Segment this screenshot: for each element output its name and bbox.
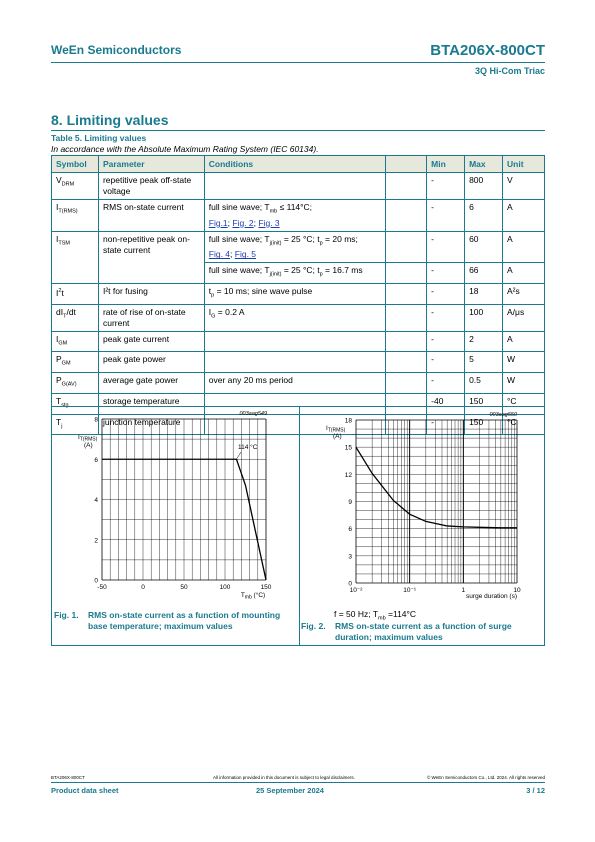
table-row bbox=[52, 352, 545, 373]
fig1-annotation-leader bbox=[236, 452, 241, 459]
fig2-y-tick-label: 12 bbox=[344, 471, 352, 479]
unit-cell: °C bbox=[503, 393, 545, 414]
fig1-x-tick-label: 100 bbox=[219, 584, 231, 591]
fig1-y-tick-label: 2 bbox=[94, 537, 98, 545]
limiting-values-table bbox=[51, 155, 545, 435]
fig1-x-tick-label: 50 bbox=[180, 584, 188, 591]
symbol-cell: $P_{G(AV)}$ bbox=[52, 373, 99, 394]
parameter-cell: rate of rise of on-state current bbox=[98, 304, 204, 331]
parameter-cell: repetitive peak off-state voltage bbox=[98, 173, 204, 200]
table-header-row bbox=[52, 156, 545, 173]
min-cell: - bbox=[427, 373, 465, 394]
symbol-cell: $T_j$ bbox=[52, 414, 99, 435]
fig1-caption-number: Fig. 1. bbox=[54, 610, 79, 620]
unit-cell: A bbox=[503, 200, 545, 232]
conditions-cell: full sine wave; $T_{mb} \le 114^\circ C$; Fig.1; Fig. 2; Fig. 3 bbox=[204, 200, 386, 232]
fig1-code: 003aag549 bbox=[239, 411, 267, 417]
min-cell: - bbox=[427, 284, 465, 305]
fig1-y-tick-label: 8 bbox=[94, 416, 98, 424]
min-cell: - bbox=[427, 173, 465, 200]
footer-doc-type: Product data sheet bbox=[51, 786, 119, 795]
fig1-xlabel: $T_{mb}$ (°C) bbox=[240, 592, 266, 601]
section-divider bbox=[51, 130, 545, 131]
fig1-x-tick-label: 0 bbox=[141, 584, 145, 591]
unit-cell: A bbox=[503, 231, 545, 263]
min-cell: - bbox=[427, 200, 465, 232]
section-title: 8. Limiting values bbox=[51, 112, 169, 128]
table-row bbox=[52, 200, 545, 232]
fig1-annotation: 114 °C bbox=[238, 444, 258, 451]
col-header-max: Max bbox=[465, 156, 503, 173]
link-fig2[interactable]: Fig. 2 bbox=[232, 217, 254, 228]
symbol-cell: $V_{DRM}$ bbox=[52, 173, 99, 200]
fig2-condition-note: f = 50 Hz; $T_{mb} =114^\circ C$ bbox=[334, 609, 417, 622]
table-row bbox=[52, 304, 545, 331]
table-row bbox=[52, 173, 545, 200]
fig2-caption: RMS on-state current as a function of surge duration; maximum values bbox=[335, 621, 512, 642]
fig2-x-tick-label: 10⁻¹ bbox=[403, 587, 417, 594]
max-cell: 800 bbox=[465, 173, 503, 200]
fig1-ylabel: $I_{T(RMS)}$ bbox=[78, 434, 98, 443]
conditions-cell: $t_p = 10$ ms; sine wave pulse bbox=[204, 284, 386, 305]
link-fig1[interactable]: Fig.1 bbox=[208, 217, 228, 228]
fig2-y-tick-label: 18 bbox=[344, 417, 352, 425]
fig1-y-tick-label: 0 bbox=[94, 577, 98, 585]
fig2-xlabel: surge duration (s) bbox=[466, 593, 517, 600]
conditions-cell: over any 20 ms period bbox=[204, 373, 386, 394]
link-fig4[interactable]: Fig. 4 bbox=[208, 249, 231, 260]
unit-cell: A bbox=[503, 331, 545, 352]
fig2-y-tick-label: 0 bbox=[348, 580, 352, 588]
unit-cell: °C bbox=[503, 414, 545, 435]
conditions-cell: full sine wave; $T_{j(init)} = 25$ °C; $t_p = 20$ ms; Fig. 4; Fig. 5 bbox=[204, 231, 386, 263]
min-cell: - bbox=[427, 231, 465, 263]
col-header-blank bbox=[386, 156, 427, 173]
unit-cell: W bbox=[503, 352, 545, 373]
fig1-yunit: (A) bbox=[84, 442, 93, 449]
min-cell: -40 bbox=[427, 393, 465, 414]
max-cell: 66 bbox=[465, 263, 503, 284]
max-cell: 18 bbox=[465, 284, 503, 305]
conditions-cell bbox=[204, 352, 386, 373]
symbol-cell: $T_{stg}$ bbox=[52, 393, 99, 414]
header-divider bbox=[51, 62, 545, 63]
symbol-cell: $I^2t$ bbox=[52, 284, 99, 305]
max-cell: 6 bbox=[465, 200, 503, 232]
unit-cell: V bbox=[503, 173, 545, 200]
symbol-cell: $dI_T/dt$ bbox=[52, 304, 99, 331]
unit-cell: A²s bbox=[503, 284, 545, 305]
col-header-min: Min bbox=[427, 156, 465, 173]
fig2-series-line bbox=[356, 447, 517, 528]
parameter-cell: peak gate power bbox=[98, 352, 204, 373]
conditions-cell: $I_G = 0.2$ A bbox=[204, 304, 386, 331]
max-cell: 2 bbox=[465, 331, 503, 352]
min-cell: - bbox=[427, 352, 465, 373]
max-cell: 150 bbox=[465, 414, 503, 435]
table-row bbox=[52, 231, 545, 263]
fig2-yunit: (A) bbox=[333, 433, 342, 440]
parameter-cell: junction temperature bbox=[98, 414, 204, 435]
parameter-cell: peak gate current bbox=[98, 331, 204, 352]
part-number: BTA206X-800CT bbox=[430, 42, 545, 59]
min-cell: - bbox=[427, 263, 465, 284]
symbol-cell: $I_{T(RMS)}$ bbox=[52, 200, 99, 232]
conditions-cell bbox=[204, 173, 386, 200]
footer-legal: All information provided in this document is subject to legal disclaimers. bbox=[213, 775, 355, 780]
fig2-x-tick-label: 10⁻² bbox=[349, 587, 363, 594]
fig2-code: 003aag550 bbox=[489, 412, 517, 418]
parameter-cell: RMS on-state current bbox=[98, 200, 204, 232]
link-fig5[interactable]: Fig. 5 bbox=[234, 249, 257, 260]
footer-copyright: © WeEn Semiconductors Co., Ltd. 2024. All rights reserved bbox=[426, 775, 545, 780]
fig2-y-tick-label: 9 bbox=[348, 499, 352, 506]
fig2-x-tick-label: 10 bbox=[513, 587, 521, 594]
max-cell: 150 bbox=[465, 393, 503, 414]
figures-panel bbox=[51, 406, 545, 646]
fig1-x-tick-label: -50 bbox=[97, 584, 107, 591]
max-cell: 5 bbox=[465, 352, 503, 373]
company-name: WeEn Semiconductors bbox=[51, 43, 182, 57]
fig2-x-tick-label: 1 bbox=[461, 587, 466, 594]
unit-cell: W bbox=[503, 373, 545, 394]
unit-cell: A bbox=[503, 263, 545, 284]
col-header-parameter: Parameter bbox=[98, 156, 204, 173]
footer-divider bbox=[51, 782, 545, 783]
max-cell: 100 bbox=[465, 304, 503, 331]
fig2-y-tick-label: 15 bbox=[344, 444, 352, 452]
footer-page: 3 / 12 bbox=[526, 786, 545, 795]
parameter-cell: non-repetitive peak on-state current bbox=[98, 231, 204, 283]
symbol-cell: $I_{GM}$ bbox=[52, 331, 99, 352]
conditions-cell: full sine wave; $T_{j(init)} = 25$ °C; $t_p = 16.7$ ms bbox=[204, 263, 386, 284]
conditions-cell bbox=[204, 331, 386, 352]
min-cell: - bbox=[427, 331, 465, 352]
footer-doc-id: BTA206X-800CT bbox=[51, 775, 85, 780]
table-row bbox=[52, 373, 545, 394]
footer-date: 25 September 2024 bbox=[256, 786, 324, 795]
max-cell: 60 bbox=[465, 231, 503, 263]
link-fig3[interactable]: Fig. 3 bbox=[258, 217, 280, 228]
unit-cell: A/μs bbox=[503, 304, 545, 331]
fig1-y-tick-label: 4 bbox=[94, 497, 98, 504]
fig2-y-tick-label: 6 bbox=[348, 526, 352, 534]
fig2-ylabel: $I_{T(RMS)}$ bbox=[326, 425, 346, 434]
min-cell: - bbox=[427, 414, 465, 435]
fig1-x-tick-label: 150 bbox=[260, 584, 272, 591]
fig2-chart bbox=[300, 407, 547, 607]
parameter-cell: average gate power bbox=[98, 373, 204, 394]
symbol-cell: $I_{TSM}$ bbox=[52, 231, 99, 283]
fig2-y-tick-label: 3 bbox=[348, 553, 352, 561]
parameter-cell: I²t for fusing bbox=[98, 284, 204, 305]
fig1-y-tick-label: 6 bbox=[94, 456, 98, 464]
fig1-chart bbox=[52, 407, 297, 607]
col-header-symbol: Symbol bbox=[52, 156, 99, 173]
part-subtitle: 3Q Hi-Com Triac bbox=[474, 66, 545, 76]
fig2-caption-number: Fig. 2. bbox=[301, 621, 326, 631]
table-row bbox=[52, 284, 545, 305]
col-header-unit: Unit bbox=[503, 156, 545, 173]
table-subcaption: In accordance with the Absolute Maximum Rating System (IEC 60134). bbox=[51, 144, 319, 154]
parameter-cell: storage temperature bbox=[98, 393, 204, 414]
table-caption: Table 5. Limiting values bbox=[51, 133, 147, 143]
table-row bbox=[52, 331, 545, 352]
col-header-conditions: Conditions bbox=[204, 156, 386, 173]
min-cell: - bbox=[427, 304, 465, 331]
fig1-caption: RMS on-state current as a function of mounting base temperature; maximum values bbox=[88, 610, 281, 631]
symbol-cell: $P_{GM}$ bbox=[52, 352, 99, 373]
max-cell: 0.5 bbox=[465, 373, 503, 394]
